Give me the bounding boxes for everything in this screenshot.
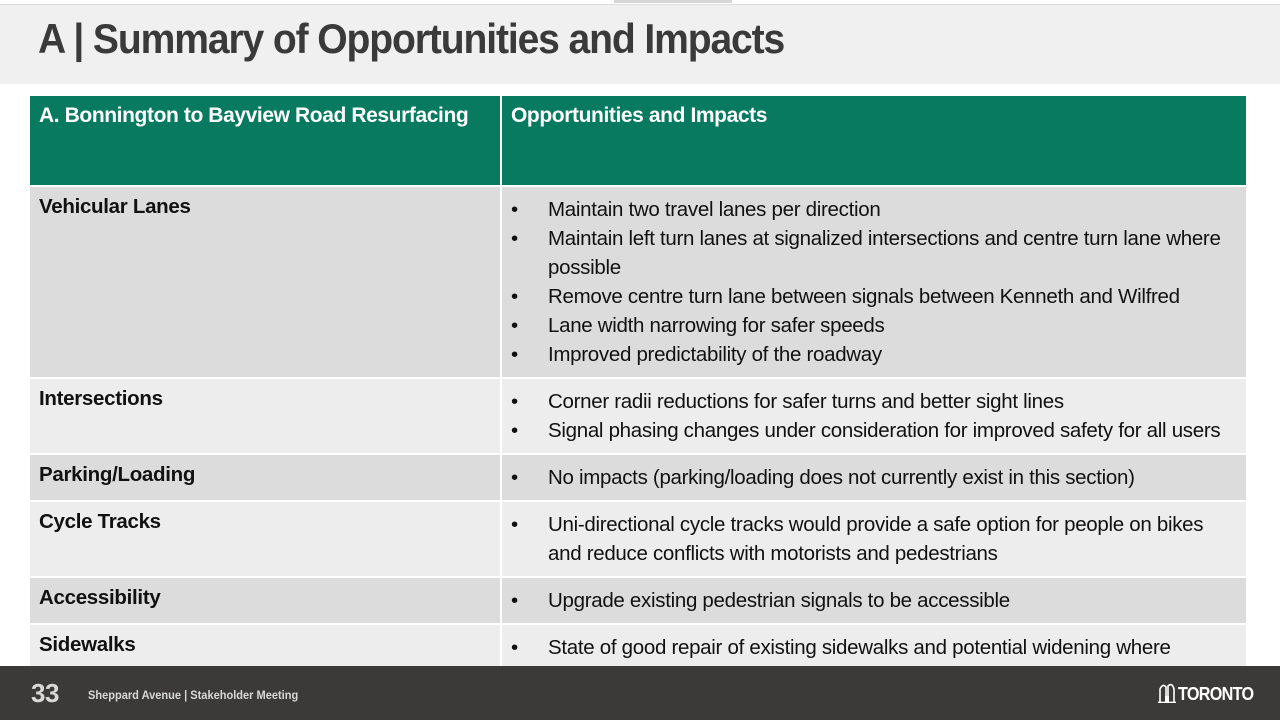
row-opportunities (501, 186, 1246, 378)
bullet-list (511, 463, 1237, 492)
row-category: Intersections (30, 378, 501, 454)
top-decoration (614, 0, 732, 3)
list-item-text: No impacts (parking/loading does not currently exist in this section) (548, 466, 1135, 489)
summary-table (30, 96, 1246, 701)
list-item (511, 282, 1237, 311)
row-opportunities (501, 501, 1246, 577)
bullet-icon: • (511, 466, 518, 489)
row-opportunities (501, 577, 1246, 624)
list-item-text: State of good repair of existing sidewalks and potential widening where (548, 636, 1171, 659)
slide-title: A | Summary of Opportunities and Impacts (38, 15, 785, 62)
city-hall-icon (1158, 683, 1176, 703)
table-header-segment: A. Bonnington to Bayview Road Resurfacing (30, 96, 501, 186)
table-row (30, 186, 1246, 378)
list-item (511, 195, 1237, 224)
table-row (30, 501, 1246, 577)
page-number: 33 (31, 678, 59, 708)
bullet-list (511, 510, 1237, 568)
table-row (30, 577, 1246, 624)
bullet-icon: • (511, 636, 518, 659)
bullet-icon: • (511, 227, 518, 250)
table-row (30, 378, 1246, 454)
list-item (511, 416, 1237, 445)
list-item (511, 387, 1237, 416)
list-item (511, 586, 1237, 615)
list-item-text: Remove centre turn lane between signals between Kenneth and Wilfred (548, 285, 1180, 308)
bullet-icon: • (511, 285, 518, 308)
bullet-icon: • (511, 589, 518, 612)
footer-caption: Sheppard Avenue | Stakeholder Meeting (88, 688, 299, 702)
list-item-text: Uni-directional cycle tracks would provide a safe option for people on bikes and reduce conflicts with motorists and pedestrians (548, 513, 1204, 565)
row-opportunities (501, 454, 1246, 501)
bullet-icon: • (511, 513, 518, 536)
logo-wordmark: TORONTO (1178, 684, 1254, 704)
row-category: Parking/Loading (30, 454, 501, 501)
slide-footer (0, 666, 1280, 720)
bullet-icon: • (511, 343, 518, 366)
bullet-list (511, 387, 1237, 445)
list-item (511, 311, 1237, 340)
list-item-text: Lane width narrowing for safer speeds (548, 314, 885, 337)
list-item (511, 510, 1237, 568)
row-category: Vehicular Lanes (30, 186, 501, 378)
bullet-list (511, 195, 1237, 369)
list-item (511, 463, 1237, 492)
table-header-opportunities: Opportunities and Impacts (501, 96, 1246, 186)
list-item-text: Improved predictability of the roadway (548, 343, 882, 366)
toronto-logo (1158, 683, 1262, 703)
list-item-text: Signal phasing changes under consideration for improved safety for all users (548, 419, 1221, 442)
row-category: Sidewalks (30, 624, 501, 700)
bullet-icon: • (511, 419, 518, 442)
table-row (30, 454, 1246, 501)
list-item-text: Corner radii reductions for safer turns and better sight lines (548, 390, 1064, 413)
table-header-row (30, 96, 1246, 186)
bullet-icon: • (511, 198, 518, 221)
list-item-text: Upgrade existing pedestrian signals to be accessible (548, 589, 1010, 612)
bullet-icon: • (511, 314, 518, 337)
slide-header (0, 4, 1280, 84)
list-item (511, 224, 1237, 282)
list-item-text: Maintain two travel lanes per direction (548, 198, 881, 221)
row-category: Cycle Tracks (30, 501, 501, 577)
table-body (30, 186, 1246, 700)
bullet-icon: • (511, 390, 518, 413)
list-item-text: Maintain left turn lanes at signalized intersections and centre turn lane where possible (548, 227, 1221, 279)
list-item (511, 340, 1237, 369)
row-opportunities (501, 378, 1246, 454)
row-category: Accessibility (30, 577, 501, 624)
bullet-list (511, 586, 1237, 615)
